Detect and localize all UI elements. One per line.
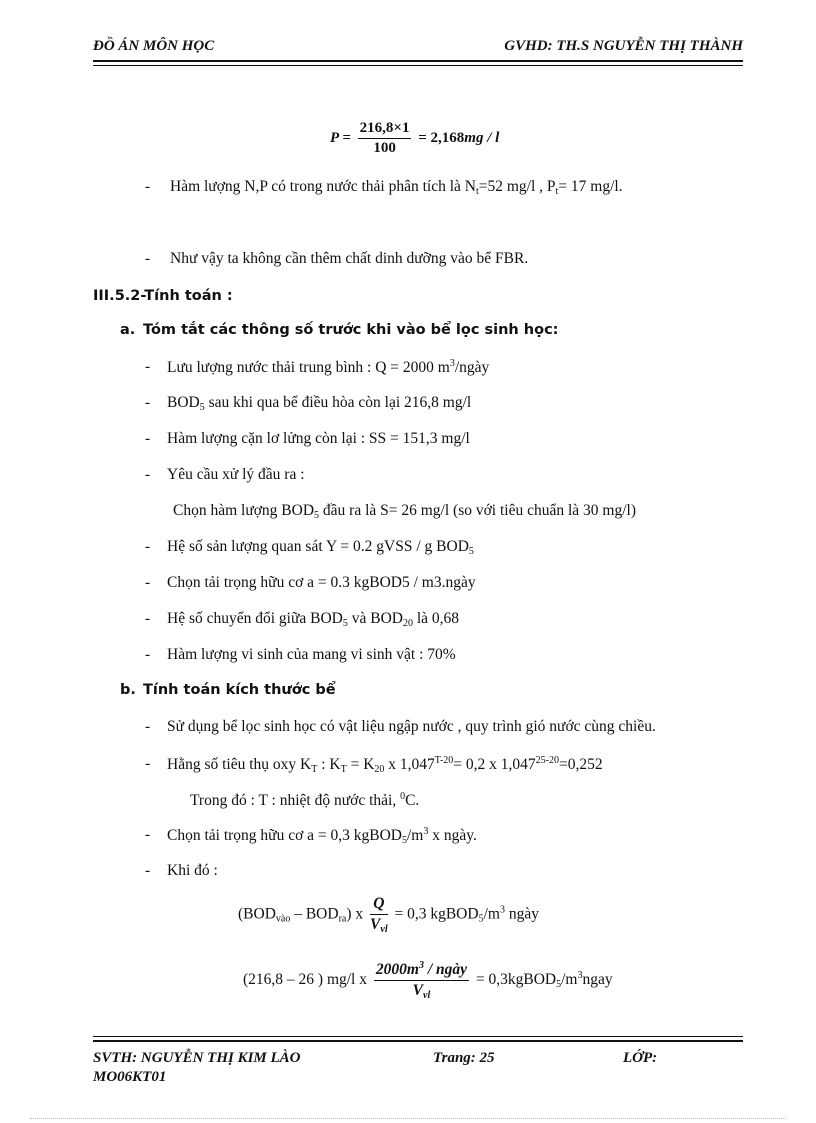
header-right: GVHD: TH.S NGUYỄN THỊ THÀNH	[504, 38, 743, 54]
part-a-label: a.	[120, 322, 136, 338]
header-rule-thin	[93, 65, 743, 66]
bullet-dash: -	[145, 646, 151, 663]
bullet-dash: -	[145, 430, 151, 447]
footer-rule	[93, 1040, 743, 1042]
bullet-dash: -	[145, 826, 151, 843]
bod5-remaining-line: $BOD_5$ sau khi qua bể điều hòa còn lại 216,8 mg/l	[167, 394, 472, 413]
then-line: Khi đó :	[167, 862, 218, 879]
footer-class-code: MO06KT01	[93, 1069, 167, 1085]
formula-p: P = $\frac{216,8\times 1}{100}$ = 2,168mg / l	[330, 120, 500, 156]
part-b-title: Tính toán kích thước bể	[143, 682, 336, 698]
footer-student: SVTH: NGUYỄN THỊ KIM LÀO	[93, 1050, 301, 1066]
header-rule	[93, 60, 743, 62]
output-bod5-line: Chọn hàm lượng $BOD_5$ đầu ra là S= 26 mg/l (so với tiêu chuẩn là 30 mg/l)	[173, 502, 637, 521]
bullet-dash: -	[145, 538, 151, 555]
bullet-dash: -	[145, 466, 151, 483]
equation-1: $(BOD_{vào} - BOD_{ra})$ x $\frac{Q}{V_{vl}}$ = 0,3 $kgBOD_5/m^3$ ngày	[238, 895, 539, 935]
bullet-dash: -	[145, 358, 151, 375]
bullet-dash: -	[145, 250, 151, 267]
oxygen-constant-line: Hằng số tiêu thụ oxy $K_T$ : $K_T = K_{20}$ x $1,047^{T-20}= 0,2$ x $1,047^{25-20}=0,252$	[167, 755, 603, 775]
footer-page-number: Trang: 25	[433, 1050, 495, 1066]
bullet-dash: -	[145, 394, 151, 411]
no-nutrient-line: Như vậy ta không cần thêm chất dinh dưỡng vào bể FBR.	[170, 250, 529, 267]
bullet-dash: -	[145, 574, 151, 591]
bullet-dash: -	[145, 755, 151, 772]
flow-rate-line: Lưu lượng nước thải trung bình : Q = 2000 $m^3$/ngày	[167, 358, 490, 376]
equation-2: (216,8 – 26 ) mg/l x $\frac{2000m^3 / ngày}{V_{vl}}$ = $0,3kgBOD_5/m^3ngay$	[243, 960, 613, 1001]
yield-coefficient-line: Hệ số sản lượng quan sát Y = 0.2 gVSS / g $BOD_5$	[167, 538, 474, 557]
np-content-line: Hàm lượng N,P có trong nước thải phân tích là $N_t=52$ mg/l , $P_t= 17$ mg/l.	[170, 178, 623, 197]
filter-type-line: Sử dụng bể lọc sinh học có vật liệu ngập nước , quy trình gió nước cùng chiều.	[167, 718, 656, 735]
footer-class-label: LỚP:	[623, 1050, 658, 1066]
bullet-dash: -	[145, 610, 151, 627]
part-b-label: b.	[120, 682, 136, 698]
organic-load-choice-line: Chọn tải trọng hữu cơ a = 0,3 $kgBOD_5/m^3$ x ngày.	[167, 826, 477, 846]
conversion-factor-line: Hệ số chuyển đổi giữa $BOD_5$ và $BOD_{20}$ là 0,68	[167, 610, 460, 629]
ss-line: Hàm lượng cặn lơ lửng còn lại : SS = 151,3 mg/l	[167, 430, 470, 447]
bullet-dash: -	[145, 718, 151, 735]
output-requirement-line: Yêu cầu xử lý đầu ra :	[167, 466, 305, 483]
section-title: III.5.2-Tính toán :	[93, 288, 233, 304]
microbe-content-line: Hàm lượng vi sinh của mang vi sinh vật : 70%	[167, 646, 456, 663]
temperature-note-line: Trong đó : T : nhiệt độ nước thải, $^0$C.	[190, 791, 420, 809]
bullet-dash: -	[145, 178, 151, 195]
organic-load-line: Chọn tải trọng hữu cơ a = 0.3 kgBOD5 / m3.ngày	[167, 574, 476, 591]
footer-rule-thin	[93, 1036, 743, 1037]
part-a-title: Tóm tắt các thông số trước khi vào bể lọc sinh học:	[143, 322, 559, 338]
page-boundary	[30, 1118, 786, 1119]
bullet-dash: -	[145, 862, 151, 879]
header-left: ĐỒ ÁN MÔN HỌC	[93, 38, 215, 54]
